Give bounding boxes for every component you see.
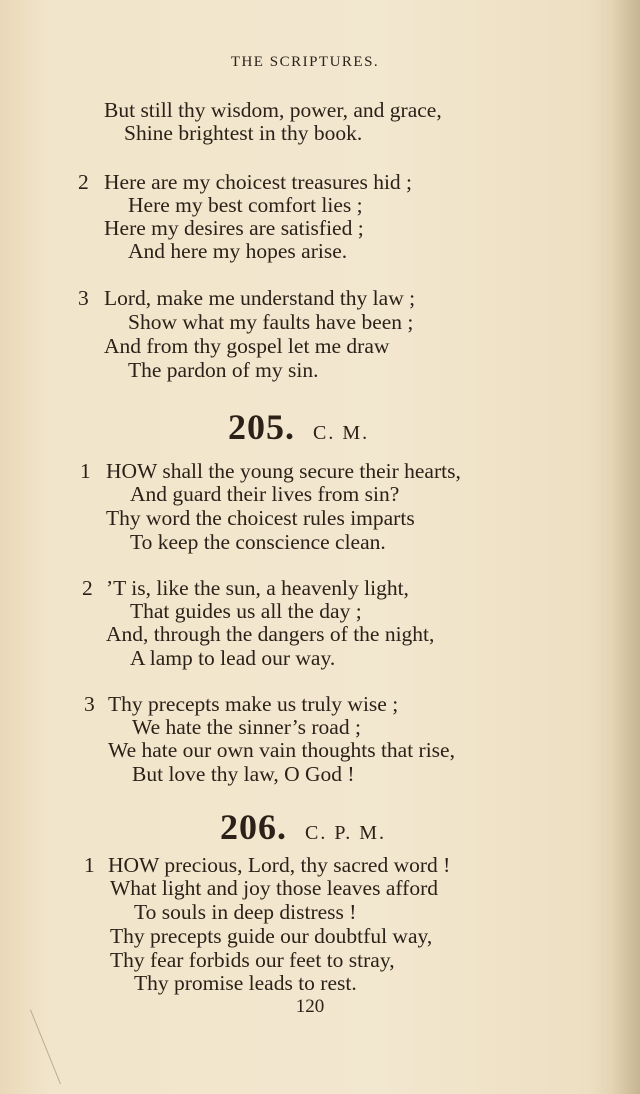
- paper-crease: [30, 1010, 61, 1085]
- verse-line: Show what my faults have been ;: [128, 310, 414, 334]
- verse-line: We hate our own vain thoughts that rise,: [108, 738, 455, 762]
- verse-line: But still thy wisdom, power, and grace,: [104, 98, 442, 122]
- verse-line: Thy fear forbids our feet to stray,: [110, 948, 395, 972]
- verse-line: And from thy gospel let me draw: [104, 334, 390, 358]
- verse-line: And, through the dangers of the night,: [106, 622, 435, 646]
- verse-line: And guard their lives from sin?: [130, 482, 400, 506]
- verse-line: Here are my choicest treasures hid ;: [104, 170, 413, 194]
- verse-line: Thy precepts make us truly wise ;: [108, 692, 399, 716]
- verse-line: Thy promise leads to rest.: [134, 971, 357, 995]
- hymn-meter: C. P. M.: [305, 822, 387, 844]
- verse-line: To souls in deep distress !: [134, 900, 357, 924]
- stanza-number: 2: [78, 170, 89, 194]
- running-header: THE SCRIPTURES.: [230, 54, 380, 70]
- stanza-number: 2: [82, 576, 93, 600]
- verse-line: That guides us all the day ;: [130, 599, 362, 623]
- stanza-number: 1: [84, 853, 95, 877]
- stanza-number: 1: [80, 459, 91, 483]
- verse-line: Lord, make me understand thy law ;: [104, 286, 416, 310]
- verse-line: The pardon of my sin.: [128, 358, 319, 382]
- hymn-heading: [228, 406, 369, 448]
- verse-line: HOW precious, Lord, thy sacred word !: [108, 853, 451, 877]
- verse-line: A lamp to lead our way.: [130, 646, 336, 670]
- hymn-number: 205.: [228, 407, 295, 447]
- hymn-heading: [220, 806, 386, 848]
- verse-line: And here my hopes arise.: [128, 239, 348, 263]
- stanza-number: 3: [78, 286, 89, 310]
- stanza-number: 3: [84, 692, 95, 716]
- hymn-number: 206.: [220, 807, 287, 847]
- verse-line: Here my desires are satisfied ;: [104, 216, 364, 240]
- verse-line: HOW shall the young secure their hearts,: [106, 459, 461, 483]
- verse-line: What light and joy those leaves afford: [110, 876, 438, 900]
- verse-line: Here my best comfort lies ;: [128, 193, 363, 217]
- verse-line: Thy word the choicest rules imparts: [106, 506, 415, 530]
- page-edge-shadow: [612, 0, 640, 1094]
- verse-line: We hate the sinner’s road ;: [132, 715, 361, 739]
- hymn-meter: C. M.: [313, 422, 370, 444]
- verse-line: ’T is, like the sun, a heavenly light,: [106, 576, 409, 600]
- verse-line: But love thy law, O God !: [132, 762, 355, 786]
- verse-line: To keep the conscience clean.: [130, 530, 386, 554]
- verse-line: Thy precepts guide our doubtful way,: [110, 924, 433, 948]
- verse-line: Shine brightest in thy book.: [124, 121, 363, 145]
- page-number: 120: [295, 996, 325, 1017]
